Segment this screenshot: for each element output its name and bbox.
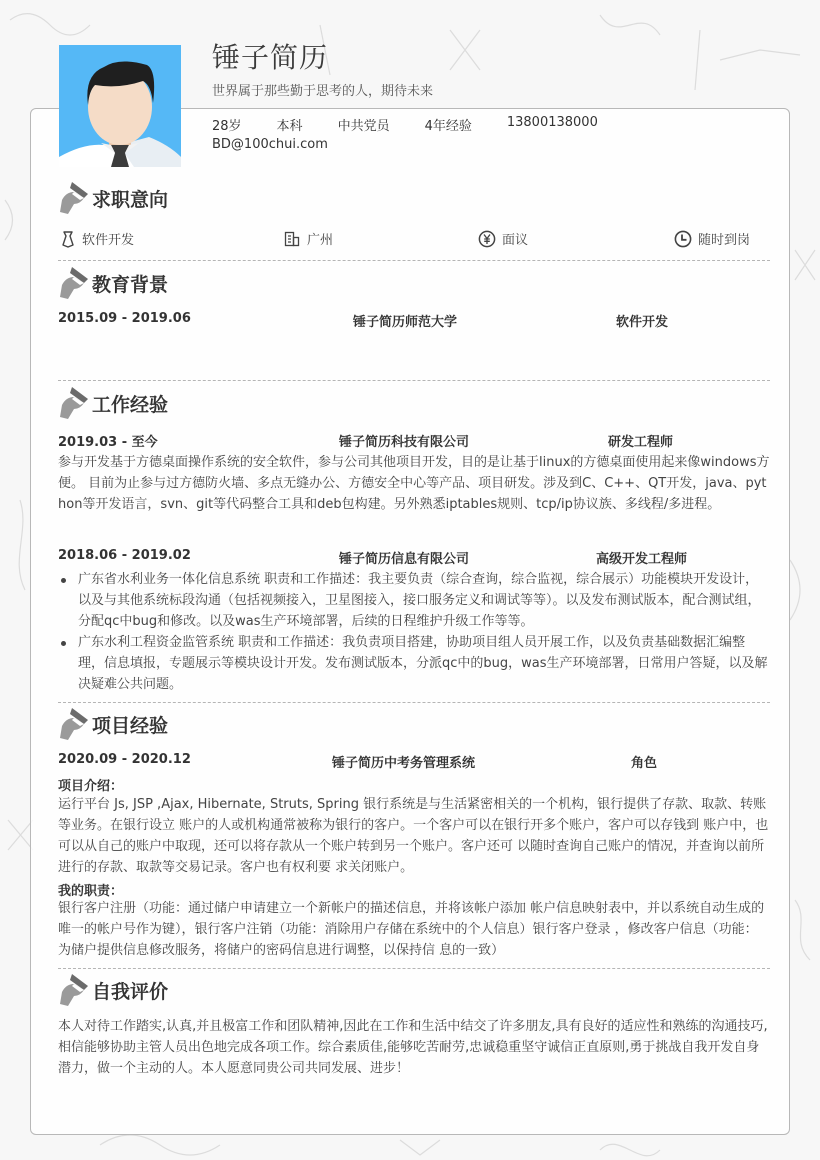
project-duty-label: 我的职责： bbox=[58, 884, 124, 899]
resume-name: 锤子简历 bbox=[212, 41, 329, 74]
education-level: 本科 bbox=[276, 119, 303, 134]
intent-salary bbox=[478, 229, 528, 248]
avatar bbox=[59, 45, 181, 167]
education-major: 软件开发 bbox=[616, 315, 669, 330]
work-period: 2019.03 - 至今 bbox=[58, 435, 158, 450]
work-company: 锤子简历信息有限公司 bbox=[339, 552, 470, 567]
age: 28岁 bbox=[212, 119, 242, 134]
building-icon bbox=[284, 231, 301, 247]
clock-icon bbox=[674, 230, 692, 248]
intent-job-label: 软件开发 bbox=[82, 233, 135, 248]
motto: 世界属于那些勤于思考的人，期待未来 bbox=[212, 84, 434, 99]
intent-availability-label: 随时到岗 bbox=[698, 233, 751, 248]
project-name: 锤子简历中考务管理系统 bbox=[332, 756, 476, 771]
divider bbox=[58, 968, 770, 969]
intent-job bbox=[60, 229, 134, 248]
section-self-header bbox=[58, 972, 168, 1008]
phone: 13800138000 bbox=[506, 115, 598, 130]
section-project-header bbox=[58, 706, 168, 742]
work-company: 锤子简历科技有限公司 bbox=[339, 435, 470, 450]
intent-city-label: 广州 bbox=[307, 233, 334, 248]
intent-salary-label: 面议 bbox=[502, 233, 529, 248]
work-position: 研发工程师 bbox=[608, 435, 674, 450]
work-description: 参与开发基于方德桌面操作系统的安全软件，参与公司其他项目开发，目的是让基于linux的方德桌面使用起来像windows方便。 目前为止参与过方德防火墙、多点无缝办公、方德安全中心等产品、项目研发。涉及到C、C++、QT开发，java、python等开发语言，svn、git等代码整合工具和deb包构建。另外熟悉iptables规则、tcp/ip协议族、多线程/多进程。 bbox=[58, 455, 770, 512]
section-title: 工作经验 bbox=[92, 393, 169, 416]
pen-hand-icon bbox=[58, 706, 90, 742]
section-intent-header bbox=[58, 180, 168, 216]
pen-hand-icon bbox=[58, 265, 90, 301]
project-period: 2020.09 - 2020.12 bbox=[58, 752, 191, 767]
experience-years: 4年经验 bbox=[424, 119, 472, 134]
avatar-person-icon bbox=[59, 45, 181, 167]
work-position: 高级开发工程师 bbox=[596, 552, 688, 567]
work-bullet: 广东水利工程资金监管系统 职责和工作描述：我负责项目搭建，协助项目组人员开展工作，以及负责基础数据汇编整理，信息填报，专题展示等模块设计开发。发布测试版本，分派qc中的bug，was生产环境部署，日常用户答疑，以及解决疑难公共问题。 bbox=[58, 632, 770, 695]
section-title: 自我评价 bbox=[92, 980, 169, 1003]
yen-icon bbox=[478, 230, 496, 248]
basic-info-row bbox=[212, 115, 633, 134]
work-bullets bbox=[58, 569, 770, 695]
intent-availability bbox=[674, 229, 750, 248]
pen-hand-icon bbox=[58, 972, 90, 1008]
project-intro: 运行平台 Js, JSP ,Ajax, Hibernate, Struts, Spring 银行系统是与生活紧密相关的一个机构，银行提供了存款、取款、转账等业务。在银行设立 账户的人或机构通常被称为银行的客户。一个客户可以在银行开多个账户，客户可以存钱到 账户中，也可以从自己的账户中取现，还可以将存款从一个账户转到另一个账户。客户还可 以随时查询自己账户的情况，并查询以前所进行的存款、取款等交易记录。客户也有权利要 求关闭账户。 bbox=[58, 797, 769, 875]
section-title: 求职意向 bbox=[92, 188, 169, 211]
tie-icon bbox=[60, 230, 76, 248]
education-school: 锤子简历师范大学 bbox=[353, 315, 458, 330]
work-period: 2018.06 - 2019.02 bbox=[58, 548, 191, 563]
project-duty: 银行客户注册（功能：通过储户申请建立一个新帐户的描述信息，并将该帐户添加 帐户信息映射表中，并以系统自动生成的唯一的帐户号作为键），银行客户注销（功能：消除用户存储在系统中的个人信息）银行客户登录 ，修改客户信息（功能：为储户提供信息修改服务，将储户的密码信息进行调整，以保持信 息的一致） bbox=[58, 901, 765, 958]
project-role: 角色 bbox=[631, 756, 658, 771]
education-period: 2015.09 - 2019.06 bbox=[58, 311, 191, 326]
divider bbox=[58, 380, 770, 381]
divider bbox=[58, 260, 770, 261]
section-title: 项目经验 bbox=[92, 714, 169, 737]
divider bbox=[58, 702, 770, 703]
political-status: 中共党员 bbox=[337, 119, 390, 134]
section-education-header bbox=[58, 265, 168, 301]
project-intro-label: 项目介绍： bbox=[58, 779, 124, 794]
self-evaluation: 本人对待工作踏实,认真,并且极富工作和团队精神,因此在工作和生活中结交了许多朋友,具有良好的适应性和熟练的沟通技巧,相信能够协助主管人员出色地完成各项工作。综合素质佳,能够吃苦耐劳,忠诚稳重坚守诚信正直原则,勇于挑战自我开发自身潜力，做一个主动的人。本人愿意同贵公司共同发展、进步！ bbox=[58, 1019, 768, 1076]
pen-hand-icon bbox=[58, 180, 90, 216]
intent-city bbox=[284, 229, 333, 248]
email: BD@100chui.com bbox=[212, 137, 328, 152]
pen-hand-icon bbox=[58, 385, 90, 421]
section-work-header bbox=[58, 385, 168, 421]
section-title: 教育背景 bbox=[92, 273, 169, 296]
work-bullet: 广东省水利业务一体化信息系统 职责和工作描述：我主要负责（综合查询，综合监视，综合展示）功能模块开发设计，以及与其他系统标段沟通（包括视频接入，卫星图接入，接口服务定义和调试等等）。以及发布测试版本，配合测试组，分配qc中bug和修改。以及was生产环境部署，后续的日程维护升级工作等等。 bbox=[58, 569, 770, 632]
